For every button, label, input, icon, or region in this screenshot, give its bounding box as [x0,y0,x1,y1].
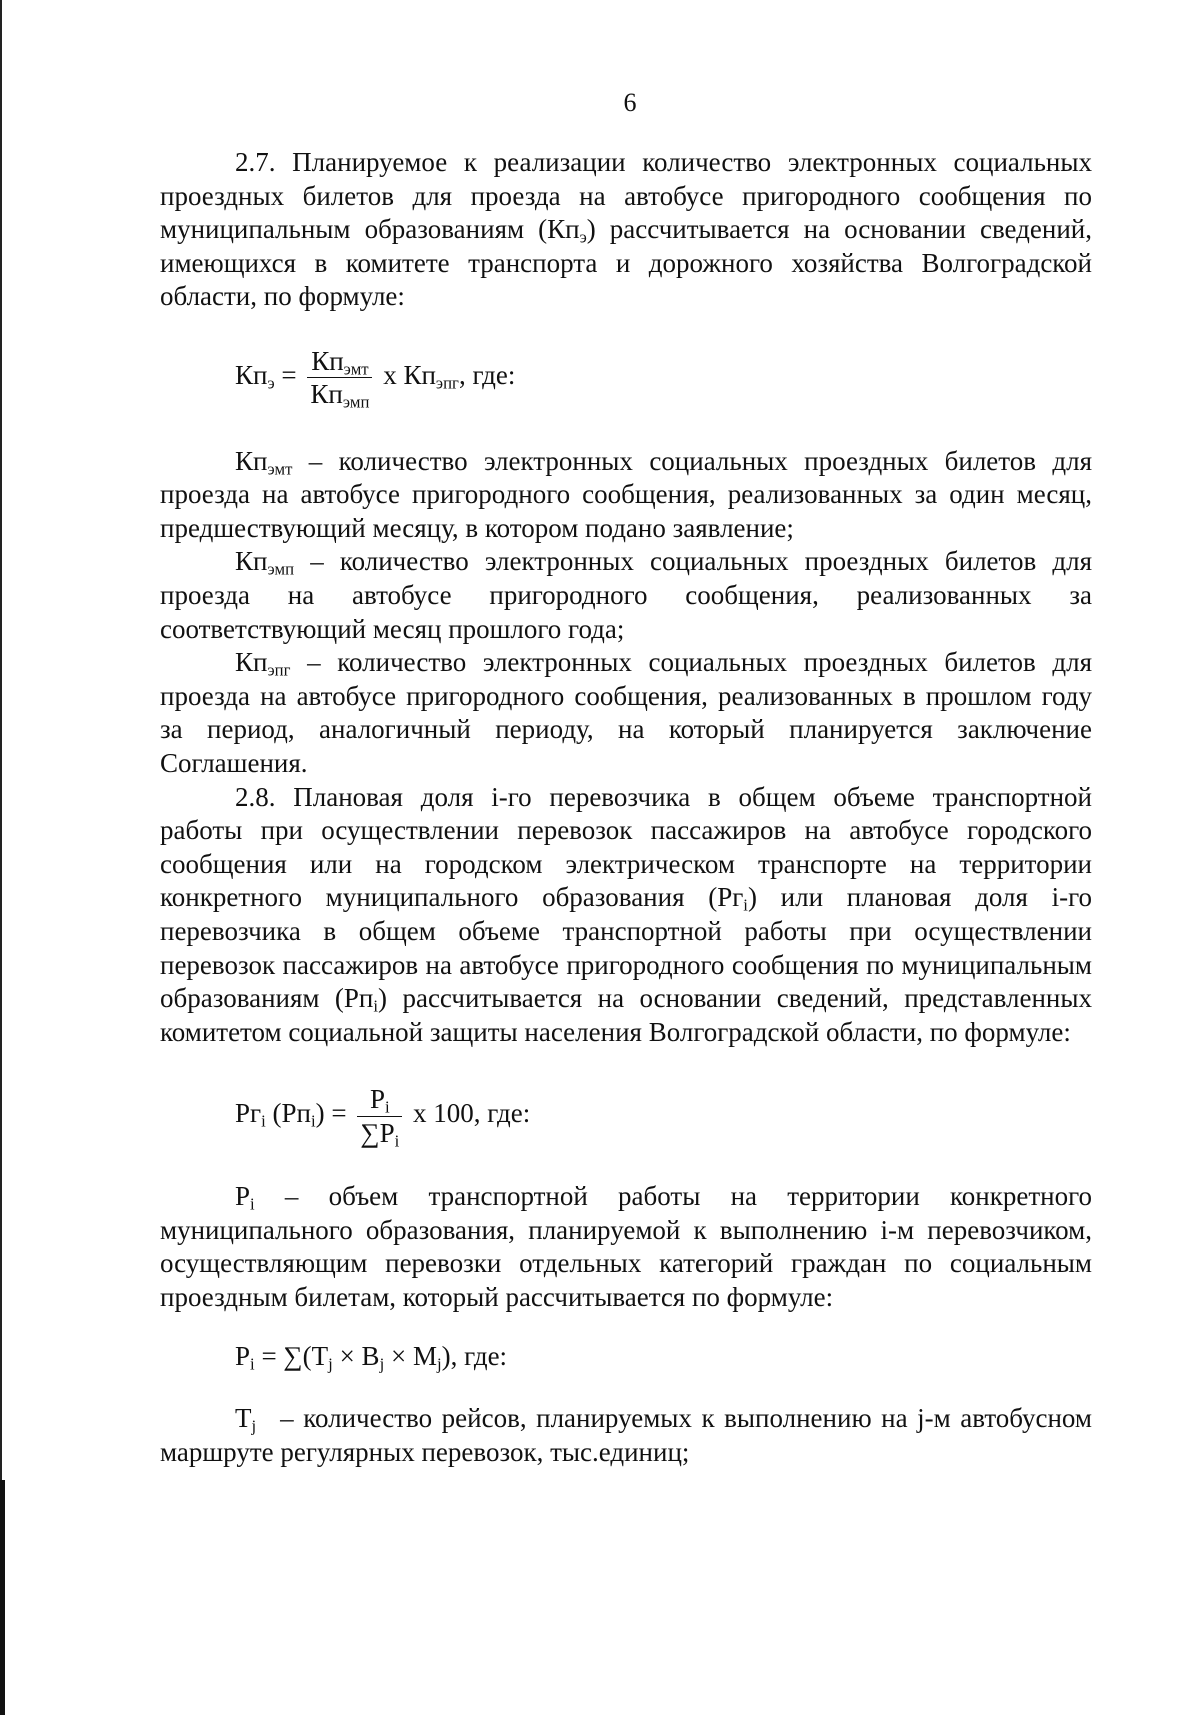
definition-p-i: $P_i$ – объем транспортной работы на территории конкретного муниципального образования, планируемой к выполнению i-м перевозчиком, осуществляющим перевозки отдельных категорий граждан по социальным проездным билетам, который рассчитывается по формуле: [160,1181,1092,1312]
definition-kp-emp: $Кп_{эмп}$ – количество электронных социальных проездных билетов для проезда на автобусе пригородного сообщения, реализованных за соответствующий месяц прошлого года; [160,546,1092,644]
fraction: $\frac{Кп_{эмт}}{Кп_{эмп}}$ [307,347,372,409]
definition-kp-emt: $Кп_{эмт}$ – количество электронных социальных проездных билетов для проезда на автобусе пригородного сообщения, реализованных за один месяц, предшествующий месяцу, в котором подано заявление; [160,445,1092,543]
scan-edge-mark [0,1480,5,1715]
formula-p-i: $P_i = \sum(T_j \times B_j \times M_j)$, где: [235,1341,508,1375]
formula-share: $Рг_i$ $(Рп_i)$ = $\frac{P_i}{\sum P_i}$ х 100, где: [235,1084,531,1151]
formula-kp-e: $Кп_э$ = $\frac{Кп_{эмт}}{Кп_{эмп}}$ х $Кп_{эпг}$, где: [235,345,516,412]
definition-kp-epg: $Кп_{эпг}$ – количество электронных социальных проездных билетов для проезда на автобусе пригородного сообщения, реализованных в прошлом году за период, аналогичный периоду, на который планируется заключение Соглашения. [160,647,1092,778]
fraction: $\frac{P_i}{\sum P_i}$ [357,1085,402,1147]
paragraph-2-8: 2.8. Плановая доля i-го перевозчика в общем объеме транспортной работы при осуществлении перевозок пассажиров на автобусе городского сообщения или на городском электрическом транспорте на территории конкретного муниципального образования $(Рг_i)$ или плановая доля i-го перевозчика в общем объеме транспортной работы при осуществлении перевозок пассажиров на автобусе пригородного сообщения по муниципальным образованиям $(Рп_i)$ рассчитывается на основании сведений, представленных комитетом социальной защиты населения Волгоградской области, по формуле: [160,781,1092,1047]
scan-edge-line [0,0,2,1715]
definition-t-j: $T_j$ – количество рейсов, планируемых к выполнению на j-м автобусном маршруте регулярных перевозок, тыс.единиц; [160,1403,1092,1467]
paragraph-2-7: 2.7. Планируемое к реализации количество электронных социальных проездных билетов для проезда на автобусе пригородного сообщения по муниципальным образованиям $(Кп_э)$ рассчитывается на основании сведений, имеющихся в комитете транспорта и дорожного хозяйства Волгоградской области, по формуле: [160,147,1092,312]
document-body [160,146,1092,1469]
page-number: 6 [623,88,637,117]
